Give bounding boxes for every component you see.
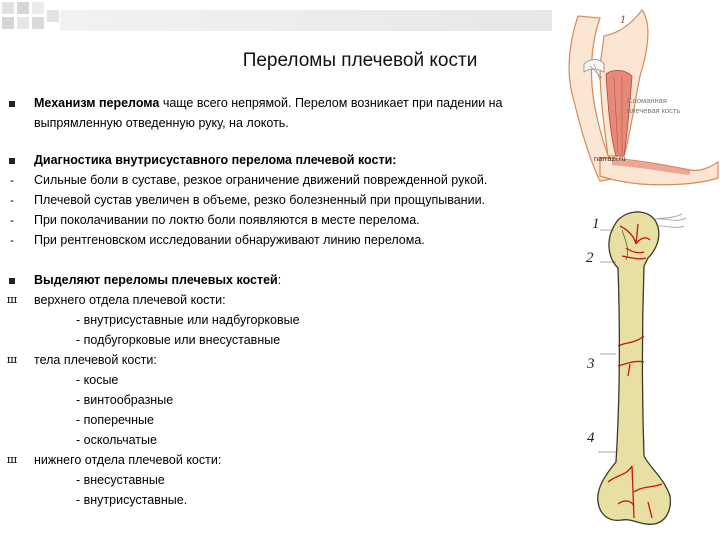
dash-bullet-icon: - <box>10 193 14 207</box>
square-bullet-icon <box>5 150 19 170</box>
fracture-label-3: 3 <box>587 356 595 372</box>
bullet-plain-text: При рентгеновском исследовании обнаруживают линию перелома. <box>34 233 425 247</box>
svg-text:1: 1 <box>620 15 627 26</box>
bullet-plain-text: Плечевой сустав увеличен в объеме, резко болезненный при прощупывании. <box>34 193 486 207</box>
bullet-text <box>34 113 289 133</box>
bullet-text <box>34 290 226 310</box>
bullet-text <box>34 190 485 210</box>
bullet-plain-text: При поколачивании по локтю боли появляются в месте перелома. <box>34 213 420 227</box>
bullet-plain-text: : <box>277 273 282 287</box>
bullet-plain-text: выпрямленную отведенную руку, на локоть. <box>34 116 289 130</box>
fracture-label-1: 1 <box>592 216 600 232</box>
bullet-plain-text: - оскольчатые <box>76 433 157 447</box>
bullet-text <box>76 470 165 490</box>
fracture-label-4: 4 <box>587 430 595 446</box>
bullet-text <box>34 450 221 470</box>
bullet-plain-text: - внутрисуставные или надбугорковые <box>76 313 300 327</box>
bullet-bold-text: Диагностика внутрисуставного перелома плечевой кости: <box>34 153 397 167</box>
bullet-text <box>76 330 280 350</box>
bullet-text <box>34 93 503 113</box>
bullet-plain-text: верхнего отдела плечевой кости: <box>34 293 226 307</box>
bullet-text <box>76 490 187 510</box>
bullet-text <box>76 410 154 430</box>
arm-caption <box>627 96 680 116</box>
square-bullet-icon <box>5 93 19 113</box>
bullet-text <box>34 350 157 370</box>
bullet-plain-text: - винтообразные <box>76 393 174 407</box>
sh-bullet-icon: ш <box>6 453 18 466</box>
bullet-plain-text: - подбугорковые или внесуставные <box>76 333 281 347</box>
bullet-text <box>34 170 487 190</box>
bullet-bold-text: Выделяют переломы плечевых костей <box>34 273 278 287</box>
sh-bullet-icon: ш <box>6 353 18 366</box>
bullet-text <box>34 150 396 170</box>
sh-bullet-icon: ш <box>6 293 18 306</box>
dash-bullet-icon: - <box>10 213 14 227</box>
square-bullet-icon <box>5 270 19 290</box>
bullet-text <box>76 390 173 410</box>
bullet-text <box>76 370 118 390</box>
bullet-text <box>34 230 425 250</box>
bullet-plain-text: чаще всего непрямой. Перелом возникает при падении на <box>159 96 503 110</box>
bullet-plain-text: тела плечевой кости: <box>34 353 157 367</box>
site-watermark: narrazi.ru <box>594 154 626 163</box>
bullet-plain-text: Сильные боли в суставе, резкое ограничение движений поврежденной рукой. <box>34 173 488 187</box>
bullet-bold-text: Механизм перелома <box>34 96 160 110</box>
dash-bullet-icon: - <box>10 233 14 247</box>
fracture-label-2: 2 <box>586 250 594 266</box>
bullet-plain-text: - поперечные <box>76 413 154 427</box>
bullet-plain-text: - косые <box>76 373 119 387</box>
arm-caption-line: Сломанная <box>627 96 667 105</box>
page-title: Переломы плечевой кости <box>242 50 478 71</box>
bullet-text <box>76 310 300 330</box>
arm-caption-line: плечевая кость <box>627 106 681 115</box>
bullet-plain-text: - внесуставные <box>76 473 165 487</box>
bullet-text <box>76 430 157 450</box>
dash-bullet-icon: - <box>10 173 14 187</box>
bullet-plain-text: нижнего отдела плечевой кости: <box>34 453 222 467</box>
bullet-text <box>34 210 420 230</box>
bullet-text <box>34 270 281 290</box>
bullet-plain-text: - внутрисуставные. <box>76 493 188 507</box>
